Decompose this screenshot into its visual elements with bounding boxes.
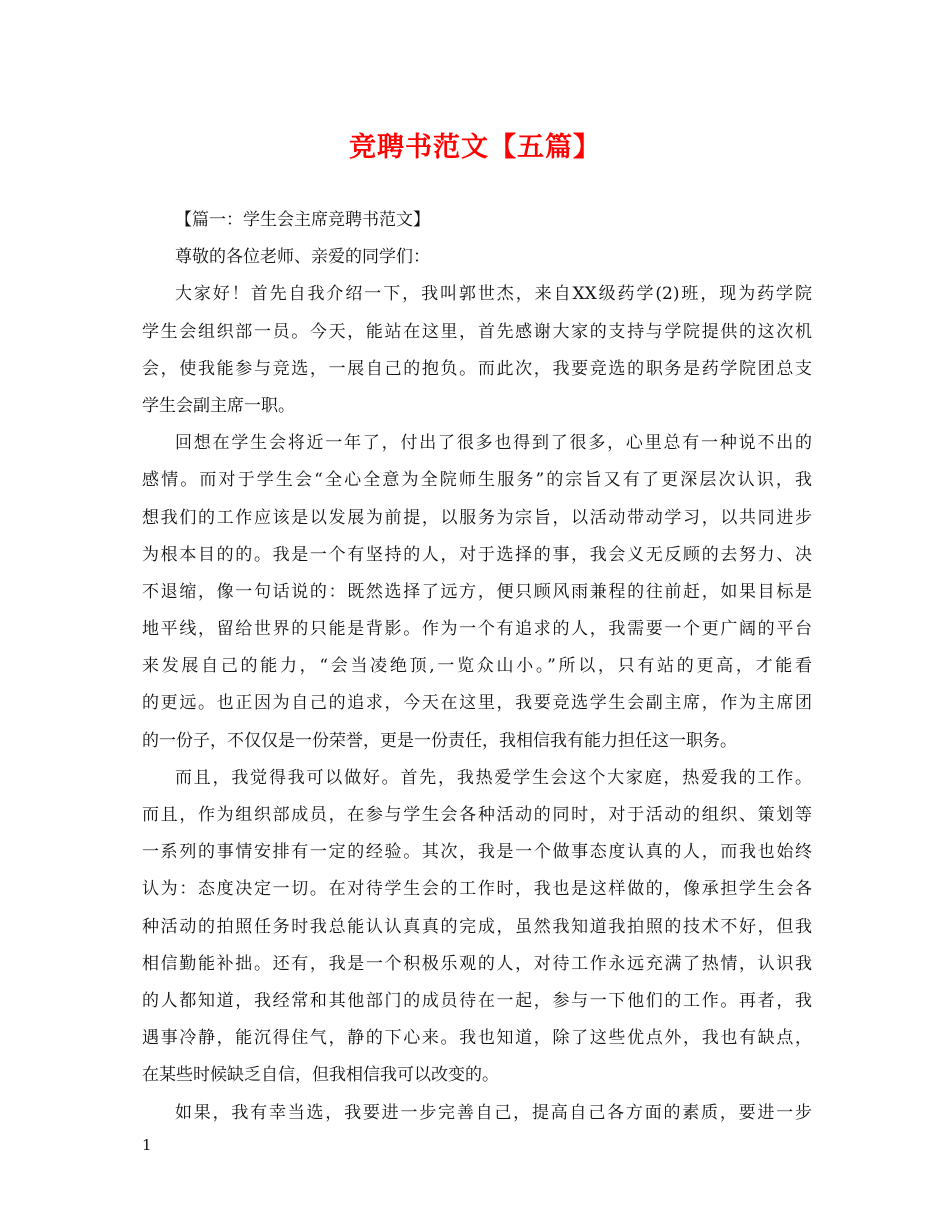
- paragraph-line: 一系列的事情安排有一定的经验。其次，我是一个做事态度认真的人，而我也始终: [142, 842, 812, 863]
- page-number: 1: [142, 1136, 152, 1154]
- paragraph-line: 种活动的拍照任务时我总能认认真真的完成，虽然我知道我拍照的技术不好，但我: [142, 916, 812, 937]
- paragraph-line: 为根本目的的。我是一个有坚持的人，对于选择的事，我会义无反顾的去努力、决: [142, 544, 812, 565]
- paragraph-line: 而且，作为组织部成员，在参与学生会各种活动的同时，对于活动的组织、策划等: [142, 805, 812, 825]
- paragraph-line: 如果，我有幸当选，我要进一步完善自己，提高自己各方面的素质，要进一步: [175, 1102, 812, 1123]
- paragraph-line: 会，使我能参与竞选，一展自己的抱负。而此次，我要竞选的职务是药学院团总支: [142, 358, 812, 379]
- paragraph-line: 大家好！首先自我介绍一下，我叫郭世杰，来自XX级药学(2)班，现为药学院: [175, 284, 812, 305]
- paragraph-line: 遇事冷静，能沉得住气，静的下心来。我也知道，除了这些优点外，我也有缺点，: [142, 1028, 812, 1049]
- document-title: 竞聘书范文【五篇】: [349, 132, 601, 163]
- document-body: [142, 202, 812, 1132]
- paragraph-line: 来发展自己的能力，“会当凌绝顶,一览众山小。”所以，只有站的更高，才能看: [142, 656, 812, 677]
- paragraph-line: 学生会组织部一员。今天，能站在这里，首先感谢大家的支持与学院提供的这次机: [142, 321, 812, 342]
- paragraph-line: 的人都知道，我经常和其他部门的成员待在一起，参与一下他们的工作。再者，我: [142, 990, 812, 1011]
- paragraph-line: 学生会副主席一职。: [142, 395, 295, 416]
- paragraph-line: 认为：态度决定一切。在对待学生会的工作时，我也是这样做的，像承担学生会各: [142, 879, 812, 900]
- section-heading: 【篇一：学生会主席竞聘书范文】: [175, 210, 430, 230]
- paragraph-line: 的更远。也正因为自己的追求，今天在这里，我要竞选学生会副主席，作为主席团: [142, 693, 812, 714]
- paragraph-line: 相信勤能补拙。还有，我是一个积极乐观的人，对待工作永远充满了热情，认识我: [142, 953, 812, 974]
- paragraph-line: 的一份子，不仅仅是一份荣誉，更是一份责任，我相信我有能力担任这一职务。: [142, 730, 737, 751]
- paragraph-line: 地平线，留给世界的只能是背影。作为一个有追求的人，我需要一个更广阔的平台: [142, 619, 812, 640]
- paragraph-line: 想我们的工作应该是以发展为前提，以服务为宗旨，以活动带动学习，以共同进步: [142, 507, 812, 528]
- paragraph-line: 不退缩，像一句话说的：既然选择了远方，便只顾风雨兼程的往前赶，如果目标是: [142, 581, 812, 602]
- paragraph-line: 回想在学生会将近一年了，付出了很多也得到了很多，心里总有一种说不出的: [175, 433, 812, 454]
- paragraph-line: 在某些时候缺乏自信，但我相信我可以改变的。: [142, 1065, 499, 1086]
- paragraph-line: 感情。而对于学生会“全心全意为全院师生服务”的宗旨又有了更深层次认识，我: [142, 470, 812, 491]
- paragraph-line: 而且，我觉得我可以做好。首先，我热爱学生会这个大家庭，热爱我的工作。: [175, 767, 812, 788]
- salutation: 尊敬的各位老师、亲爱的同学们：: [175, 247, 430, 268]
